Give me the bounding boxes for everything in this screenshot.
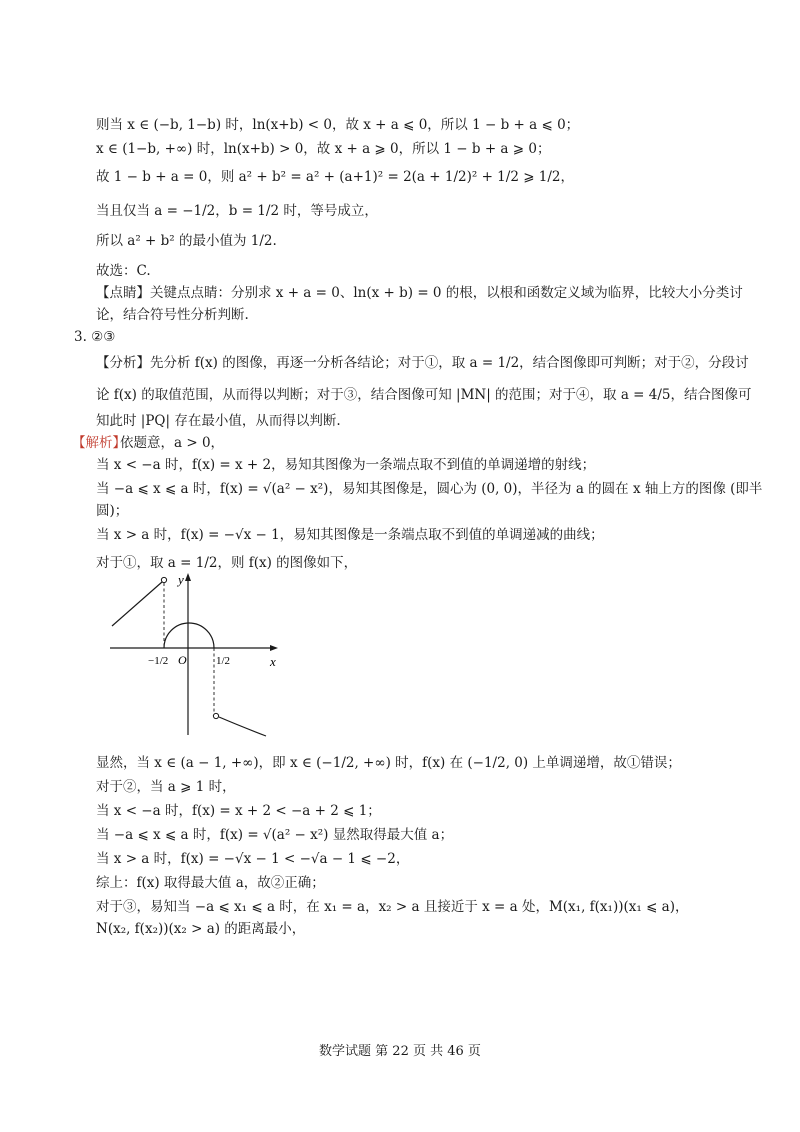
- text-line: 当且仅当 a = −1/2，b = 1/2 时，等号成立，: [96, 203, 378, 219]
- x-axis-label: x: [270, 654, 276, 669]
- x-axis-arrow: [270, 645, 278, 651]
- text-line: 所以 a² + b² 的最小值为 1/2.: [96, 233, 277, 249]
- text-line: 当 x > a 时，f(x) = −√x − 1，易知其图像是一条端点取不到值的单调递减的曲线；: [96, 527, 604, 543]
- section-tag: 【解析】: [72, 435, 126, 451]
- text-line: 故 1 − b + a = 0，则 a² + b² = a² + (a+1)² = 2(a + 1/2)² + 1/2 ⩾ 1/2，: [96, 169, 575, 185]
- text-line: 【分析】先分析 f(x) 的图像，再逐一分析各结论；对于①，取 a = 1/2，结合图像即可判断；对于②，分段讨: [96, 355, 749, 371]
- text-line: 故选：C.: [96, 263, 151, 279]
- text-line: x ∈ (1−b, +∞) 时，ln(x+b) > 0，故 x + a ⩾ 0，所以 1 − b + a ⩾ 0；: [96, 141, 551, 157]
- text-line: 当 −a ⩽ x ⩽ a 时，f(x) = √(a² − x²)，易知其图像是，圆心为 (0, 0)，半径为 a 的圆在 x 轴上方的图像 (即半: [96, 481, 763, 497]
- page-footer: 数学试题 第 22 页 共 46 页: [319, 1044, 481, 1059]
- text-line: 则当 x ∈ (−b, 1−b) 时，ln(x+b) < 0，故 x + a ⩽ 0，所以 1 − b + a ⩽ 0；: [96, 117, 580, 133]
- right-tick-label: 1/2: [216, 655, 231, 667]
- left-tick-label: −1/2: [148, 655, 169, 667]
- text-line: 论，结合符号性分析判断.: [96, 307, 249, 323]
- text-line: 知此时 |PQ| 存在最小值，从而得以判断.: [96, 413, 341, 429]
- text-line: 【点睛】关键点点睛：分别求 x + a = 0、ln(x + b) = 0 的根，以根和函数定义域为临界，比较大小分类讨: [96, 285, 743, 301]
- function-graph: [100, 570, 290, 740]
- text-line: 当 −a ⩽ x ⩽ a 时，f(x) = √(a² − x²) 显然取得最大值 a；: [96, 827, 454, 843]
- decreasing-curve: [219, 717, 266, 736]
- origin-label: O: [178, 653, 187, 667]
- semicircle: [164, 623, 214, 648]
- text-line: 对于③，易知当 −a ⩽ x₁ ⩽ a 时，在 x₁ = a，x₂ > a 且接近于 x = a 处，M(x₁, f(x₁))(x₁ ⩽ a)，: [96, 899, 689, 915]
- text-line: 当 x < −a 时，f(x) = x + 2 < −a + 2 ⩽ 1；: [96, 803, 381, 819]
- text-line: 对于②，当 a ⩾ 1 时，: [96, 779, 236, 795]
- text-line: 对于①，取 a = 1/2，则 f(x) 的图像如下，: [96, 555, 358, 571]
- text-line: 3. ②③: [74, 329, 116, 345]
- open-endpoint-right: [213, 713, 218, 718]
- open-endpoint-left: [161, 577, 166, 582]
- y-axis-arrow: [185, 573, 191, 581]
- text-line: N(x₂, f(x₂))(x₂ > a) 的距离最小，: [96, 921, 306, 937]
- increasing-ray: [112, 582, 162, 626]
- text-line: 依题意，a > 0，: [120, 435, 225, 451]
- text-line: 论 f(x) 的取值范围，从而得以判断；对于③，结合图像可知 |MN| 的范围；对于④，取 a = 4/5，结合图像可: [96, 387, 752, 403]
- text-line: 显然，当 x ∈ (a − 1, +∞)，即 x ∈ (−1/2, +∞) 时，f(x) 在 (−1/2, 0) 上单调递增，故①错误；: [96, 755, 681, 771]
- text-line: 当 x < −a 时，f(x) = x + 2，易知其图像为一条端点取不到值的单调递增的射线；: [96, 457, 596, 473]
- text-line: 综上：f(x) 取得最大值 a，故②正确；: [96, 875, 325, 891]
- text-line: 当 x > a 时，f(x) = −√x − 1 < −√a − 1 ⩽ −2，: [96, 851, 410, 867]
- y-axis-label: y: [178, 572, 184, 587]
- text-line: 圆)；: [96, 503, 129, 519]
